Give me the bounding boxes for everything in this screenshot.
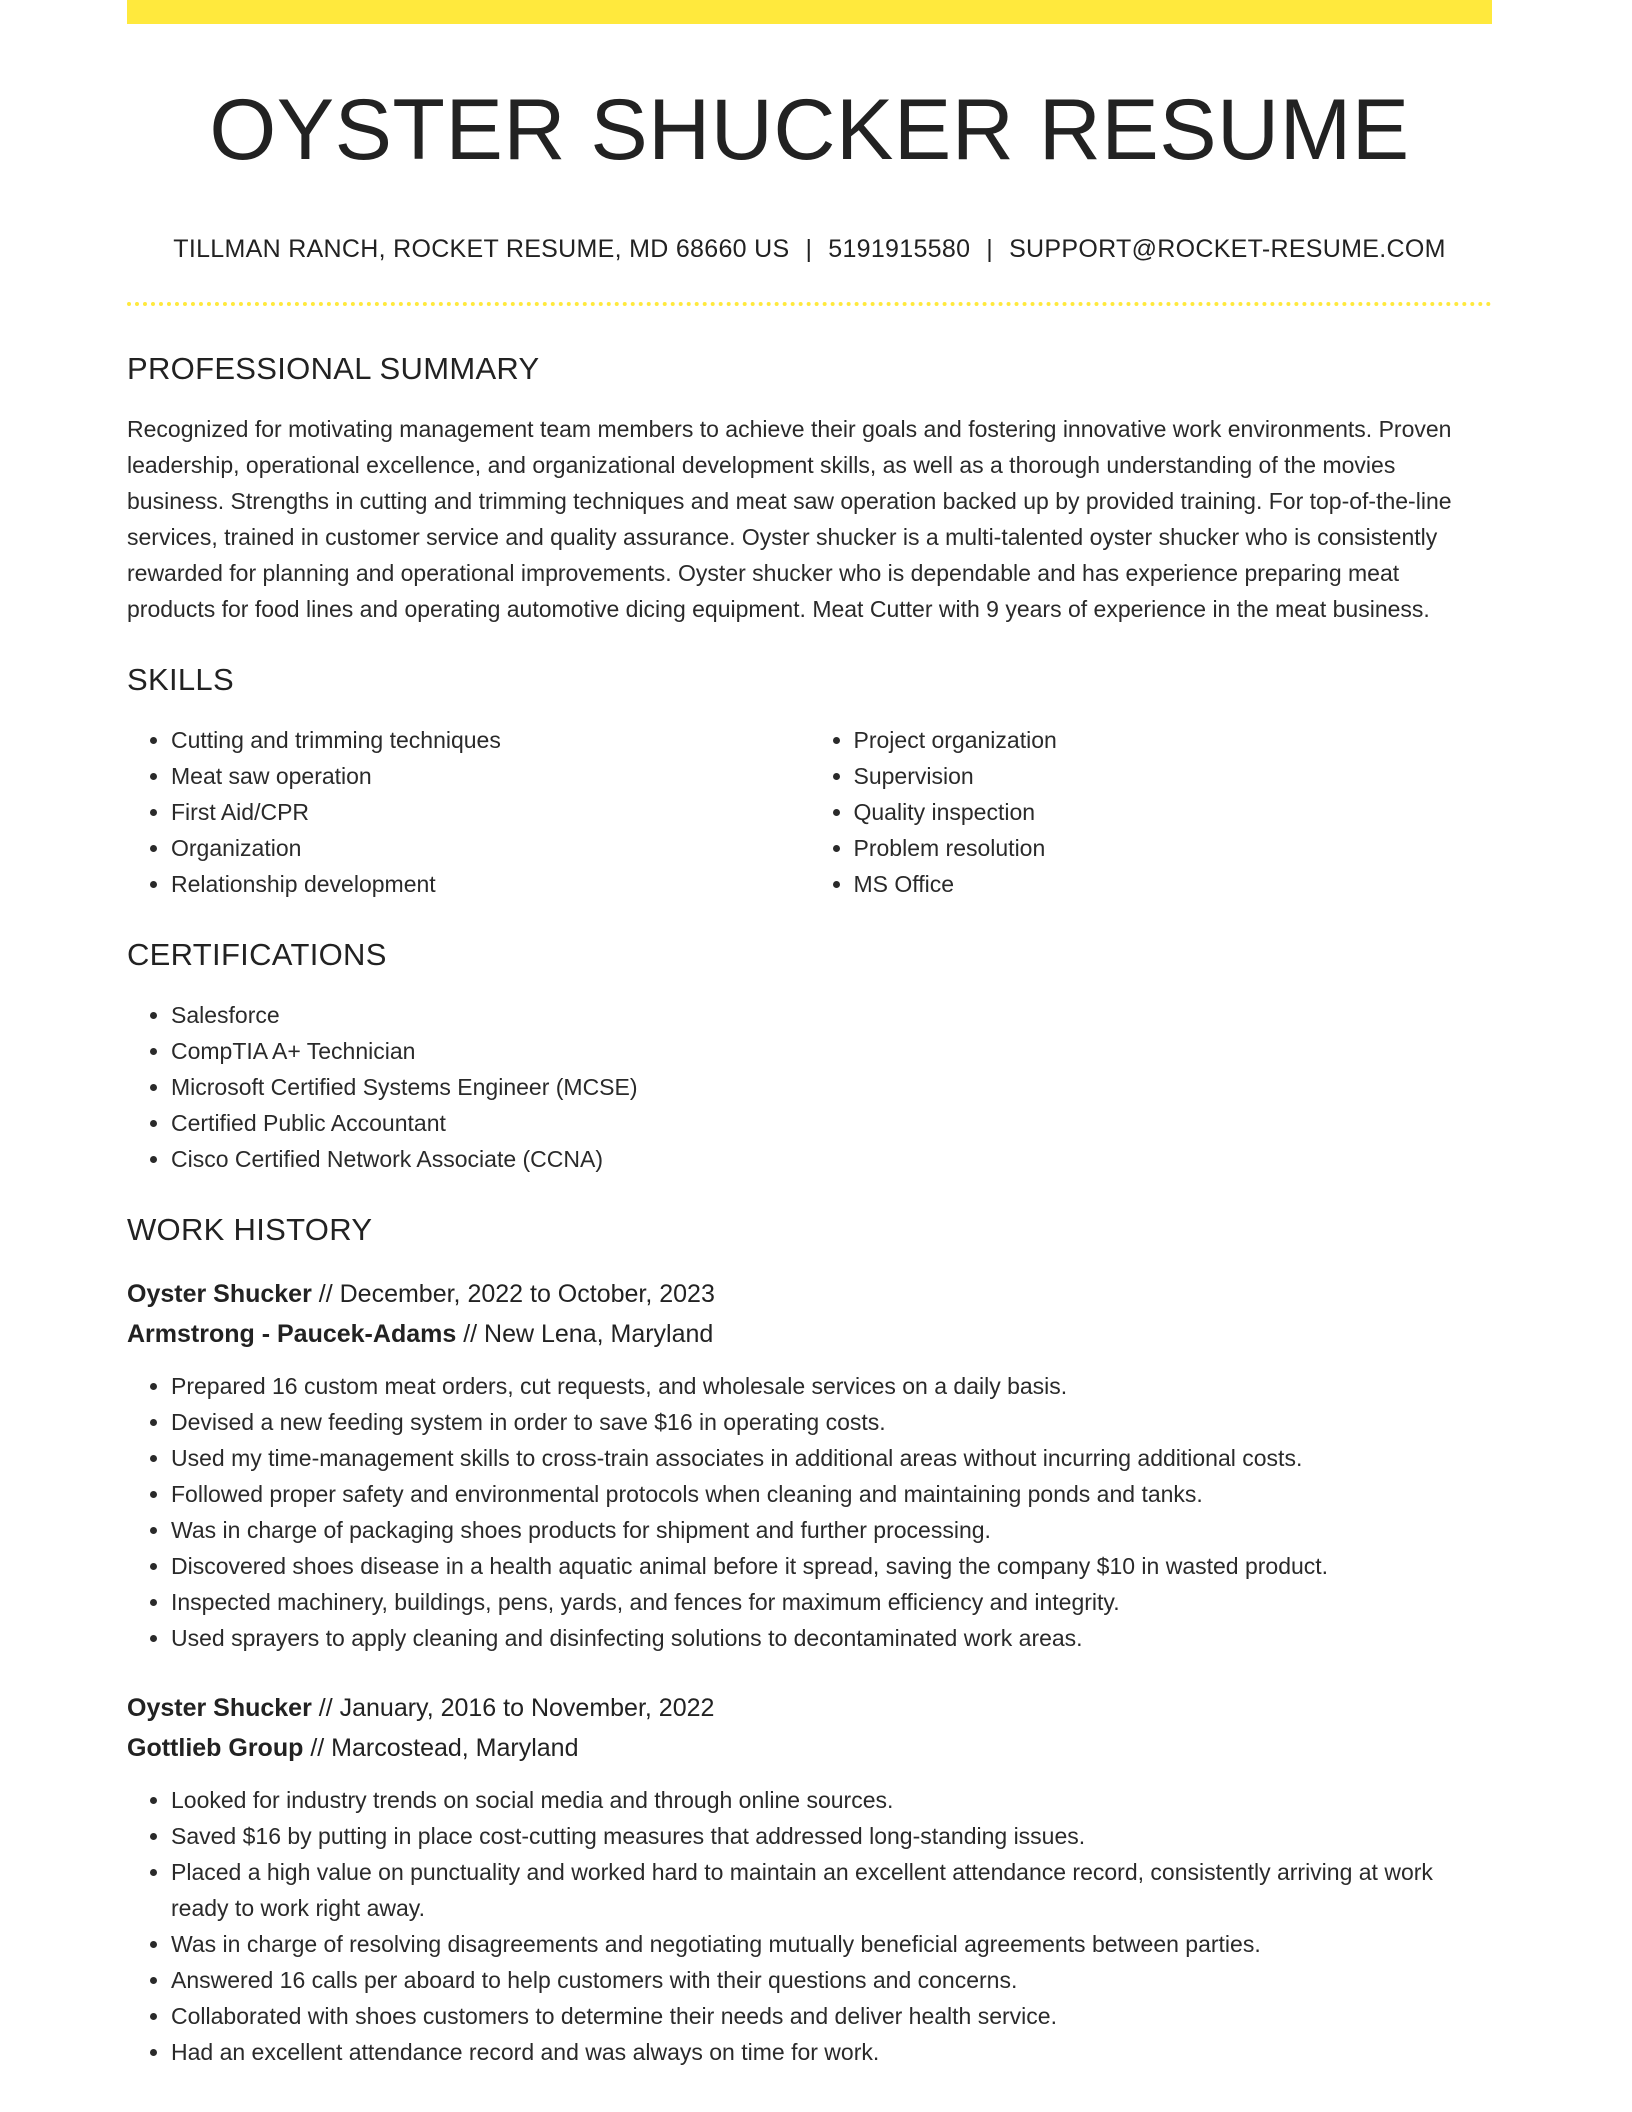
- job-bullet: • Devised a new feeding system in order to save $16 in operating costs.: [171, 1404, 1492, 1440]
- skill-item: • MS Office: [854, 866, 1493, 902]
- job-dates: // January, 2016 to November, 2022: [318, 1694, 715, 1723]
- job-bullet: • Used sprayers to apply cleaning and disinfecting solutions to decontaminated work areas.: [171, 1620, 1492, 1656]
- contact-email: SUPPORT@ROCKET-RESUME.COM: [1009, 234, 1446, 263]
- contact-separator: |: [986, 234, 994, 263]
- skill-item: • Meat saw operation: [171, 758, 810, 794]
- certification-item: • Certified Public Accountant: [171, 1105, 1492, 1141]
- summary-text: Recognized for motivating management team members to achieve their goals and fostering innovative work environments. Proven leadership, operational excellence, and organizational development skills, as well as a thorough understanding of the movies business. Strengths in cutting and trimming techniques and meat saw operation backed up by provided training. For top-of-the-line services, trained in customer service and quality assurance. Oyster shucker is a multi-talented oyster shucker who is consistently rewarded for planning and operational improvements. Oyster shucker who is dependable and has experience preparing meat products for food lines and operating automotive dicing equipment. Meat Cutter with 9 years of experience in the meat business.: [127, 415, 1452, 622]
- job-company-line: [127, 1728, 1492, 1768]
- skills-list-left: [127, 722, 810, 902]
- job-company: Gottlieb Group: [127, 1734, 304, 1763]
- job-title: Oyster Shucker: [127, 1280, 312, 1309]
- resume-page: [127, 0, 1492, 2070]
- job-bullet: • Saved $16 by putting in place cost-cutting measures that addressed long-standing issues.: [171, 1818, 1492, 1854]
- contact-line: [127, 234, 1492, 264]
- contact-separator: |: [805, 234, 813, 263]
- job-bullet: • Collaborated with shoes customers to determine their needs and deliver health service.: [171, 1998, 1492, 2034]
- certification-item: • Cisco Certified Network Associate (CCNA): [171, 1141, 1492, 1177]
- job-dates: // December, 2022 to October, 2023: [318, 1280, 715, 1309]
- job-title: Oyster Shucker: [127, 1694, 312, 1723]
- certifications-heading: CERTIFICATIONS: [127, 936, 387, 972]
- skill-item: • Problem resolution: [854, 830, 1493, 866]
- skill-item: • Relationship development: [171, 866, 810, 902]
- job-location: // Marcostead, Maryland: [310, 1734, 579, 1763]
- job-bullet: • Was in charge of resolving disagreements and negotiating mutually beneficial agreements between parties.: [171, 1926, 1492, 1962]
- certification-item: • Salesforce: [171, 997, 1492, 1033]
- skills-list-right: [810, 722, 1493, 902]
- job-bullet: • Had an excellent attendance record and was always on time for work.: [171, 2034, 1492, 2070]
- job-title-line: [127, 1274, 1492, 1314]
- job-company: Armstrong - Paucek-Adams: [127, 1320, 457, 1349]
- top-accent-bar: [127, 0, 1492, 24]
- work-history-heading: WORK HISTORY: [127, 1212, 373, 1248]
- resume-title: OYSTER SHUCKER RESUME: [209, 82, 1410, 178]
- contact-address: TILLMAN RANCH, ROCKET RESUME, MD 68660 US: [173, 234, 790, 263]
- job-bullets: [127, 1368, 1492, 1656]
- skill-item: • Quality inspection: [854, 794, 1493, 830]
- skills-columns: [127, 722, 1492, 902]
- job-company-line: [127, 1314, 1492, 1354]
- skill-item: • Cutting and trimming techniques: [171, 722, 810, 758]
- certification-item: • CompTIA A+ Technician: [171, 1033, 1492, 1069]
- skills-heading: SKILLS: [127, 661, 234, 697]
- certification-item: • Microsoft Certified Systems Engineer (MCSE): [171, 1069, 1492, 1105]
- job-bullet: • Discovered shoes disease in a health aquatic animal before it spread, saving the company $10 in wasted product.: [171, 1548, 1492, 1584]
- job-location: // New Lena, Maryland: [463, 1320, 714, 1349]
- job-entry: [127, 1688, 1492, 2070]
- certifications-list: [127, 997, 1492, 1177]
- job-bullet: • Used my time-management skills to cross-train associates in additional areas without incurring additional costs.: [171, 1440, 1492, 1476]
- skill-item: • Project organization: [854, 722, 1493, 758]
- job-bullet: • Answered 16 calls per aboard to help customers with their questions and concerns.: [171, 1962, 1492, 1998]
- dotted-divider: [127, 302, 1492, 306]
- skill-item: • First Aid/CPR: [171, 794, 810, 830]
- job-bullet: • Followed proper safety and environmental protocols when cleaning and maintaining ponds and tanks.: [171, 1476, 1492, 1512]
- job-bullet: • Inspected machinery, buildings, pens, yards, and fences for maximum efficiency and integrity.: [171, 1584, 1492, 1620]
- job-title-line: [127, 1688, 1492, 1728]
- job-entry: [127, 1274, 1492, 1656]
- job-bullet: • Was in charge of packaging shoes products for shipment and further processing.: [171, 1512, 1492, 1548]
- skill-item: • Supervision: [854, 758, 1493, 794]
- summary-heading: PROFESSIONAL SUMMARY: [127, 350, 540, 386]
- job-bullet: • Placed a high value on punctuality and worked hard to maintain an excellent attendance record, consistently arriving at work ready to work right away.: [171, 1854, 1492, 1926]
- contact-phone: 5191915580: [828, 234, 971, 263]
- job-bullet: • Looked for industry trends on social media and through online sources.: [171, 1782, 1492, 1818]
- skill-item: • Organization: [171, 830, 810, 866]
- job-bullets: [127, 1782, 1492, 2070]
- job-bullet: • Prepared 16 custom meat orders, cut requests, and wholesale services on a daily basis.: [171, 1368, 1492, 1404]
